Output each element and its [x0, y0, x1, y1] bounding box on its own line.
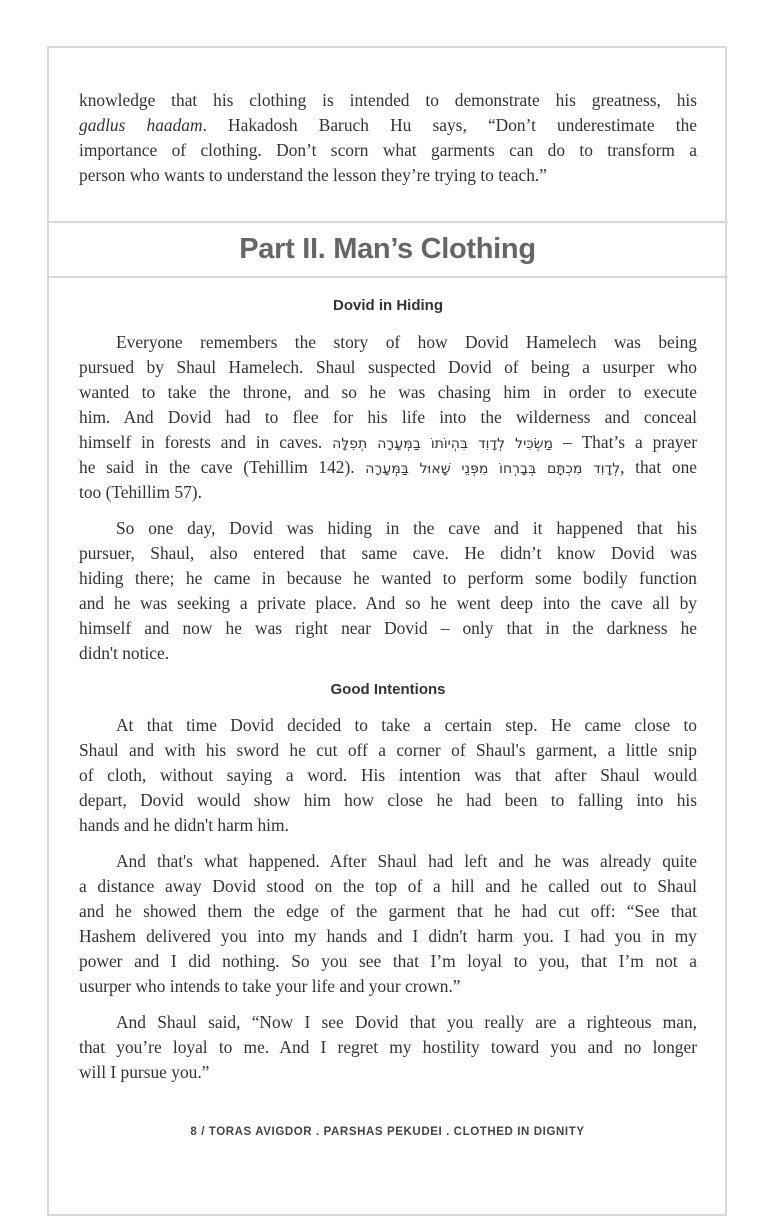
text-segment: And that's what happened. After Shaul had left and he was already quite — [116, 851, 697, 871]
text-line — [79, 1035, 697, 1060]
italic-term: gadlus haadam — [79, 115, 203, 135]
section-heading: Good Intentions — [330, 681, 446, 698]
text-line — [79, 949, 697, 974]
divider — [47, 221, 728, 223]
text-line — [79, 430, 697, 455]
text-line — [79, 163, 697, 188]
hebrew-quote: לְדָוִד מִכְתָּם בְּבָרְחוֹ מִפְּנֵי שָׁאוּל בַּמְּעָרָה — [365, 461, 621, 477]
section-heading: Dovid in Hiding — [333, 297, 443, 314]
text-line — [79, 974, 697, 999]
text-segment: usurper who intends to take your life and your crown.” — [79, 976, 461, 996]
text-line — [79, 616, 697, 641]
text-segment: power and I did nothing. So you see that I’m loyal to you, that I’m not a — [79, 951, 697, 971]
text-segment: and he showed them the edge of the garment that he had cut off: “See that — [79, 901, 697, 921]
text-segment: too (Tehillim 57). — [79, 482, 202, 502]
text-segment: and he was seeking a private place. And so he went deep into the cave all by — [79, 593, 697, 613]
text-line — [79, 591, 697, 616]
text-line — [79, 113, 697, 138]
intro-text — [79, 88, 697, 199]
text-line — [79, 1010, 697, 1035]
text-line — [79, 516, 697, 541]
text-line — [79, 763, 697, 788]
text-segment: a distance away Dovid stood on the top of a hill and he called out to Shaul — [79, 876, 697, 896]
text-segment: , that one — [620, 457, 697, 477]
text-segment: he said in the cave (Tehillim 142). — [79, 457, 366, 477]
text-segment: person who wants to understand the lesson they’re trying to teach.” — [79, 165, 547, 185]
hebrew-quote: מַשְׂכִּיל לְדָוִד בִּהְיוֹתוֹ בַמְּעָרָה תְפִלָּה — [332, 436, 554, 452]
text-segment: Everyone remembers the story of how Dovid Hamelech was being — [116, 332, 697, 352]
text-segment: wanted to take the throne, and so he was chasing him in order to execute — [79, 382, 697, 402]
text-line — [79, 355, 697, 380]
text-line — [79, 713, 697, 738]
text-segment: knowledge that his clothing is intended to demonstrate his greatness, his — [79, 90, 697, 110]
text-segment: didn't notice. — [79, 643, 170, 663]
text-line — [79, 380, 697, 405]
paragraph — [79, 88, 697, 188]
text-segment: himself in forests and in caves. — [79, 432, 333, 452]
text-line — [79, 138, 697, 163]
text-segment: hands and he didn't harm him. — [79, 815, 289, 835]
paragraph — [79, 713, 697, 838]
text-segment: And Shaul said, “Now I see Dovid that you really are a righteous man, — [116, 1012, 697, 1032]
section-body — [79, 713, 697, 1085]
section-body — [79, 330, 697, 666]
text-line — [79, 330, 697, 355]
text-segment: of cloth, without saying a word. His intention was that after Shaul would — [79, 765, 697, 785]
text-segment: will I pursue you.” — [79, 1062, 210, 1082]
text-line — [79, 924, 697, 949]
text-segment: that you’re loyal to me. And I regret my hostility toward you and no longer — [79, 1037, 697, 1057]
paragraph — [79, 849, 697, 999]
text-line — [79, 738, 697, 763]
text-line — [79, 405, 697, 430]
text-line — [79, 455, 697, 480]
divider — [47, 276, 728, 278]
text-line — [79, 849, 697, 874]
text-segment: At that time Dovid decided to take a certain step. He came close to — [116, 715, 697, 735]
text-line — [79, 1060, 697, 1085]
paragraph — [79, 330, 697, 505]
text-line — [79, 541, 697, 566]
text-segment: pursued by Shaul Hamelech. Shaul suspected Dovid of being a usurper who — [79, 357, 697, 377]
text-segment: him. And Dovid had to flee for his life into the wilderness and conceal — [79, 407, 697, 427]
text-segment: hiding there; he came in because he wanted to perform some bodily function — [79, 568, 697, 588]
text-line — [79, 813, 697, 838]
text-line — [79, 874, 697, 899]
text-segment: – That’s a prayer — [553, 432, 697, 452]
text-segment: . Hakadosh Baruch Hu says, “Don’t underestimate the — [202, 115, 697, 135]
text-line — [79, 788, 697, 813]
text-segment: himself and now he was right near Dovid – only that in the darkness he — [79, 618, 697, 638]
text-line — [79, 641, 697, 666]
text-segment: depart, Dovid would show him how close he had been to falling into his — [79, 790, 697, 810]
text-segment: Shaul and with his sword he cut off a corner of Shaul's garment, a little snip — [79, 740, 697, 760]
text-segment: importance of clothing. Don’t scorn what garments can do to transform a — [79, 140, 697, 160]
text-segment: So one day, Dovid was hiding in the cave and it happened that his — [116, 518, 697, 538]
paragraph — [79, 516, 697, 666]
page-footer: 8 / TORAS AVIGDOR . PARSHAS PEKUDEI . CLOTHED IN DIGNITY — [190, 1126, 585, 1138]
text-line — [79, 88, 697, 113]
text-segment: pursuer, Shaul, also entered that same cave. He didn’t know Dovid was — [79, 543, 697, 563]
text-segment: Hashem delivered you into my hands and I didn't harm you. I had you in my — [79, 926, 697, 946]
text-line — [79, 899, 697, 924]
text-line — [79, 566, 697, 591]
section-dovid-in-hiding — [79, 293, 697, 1096]
text-line — [79, 480, 697, 505]
part-title: Part II. Man’s Clothing — [239, 233, 536, 265]
paragraph — [79, 1010, 697, 1085]
